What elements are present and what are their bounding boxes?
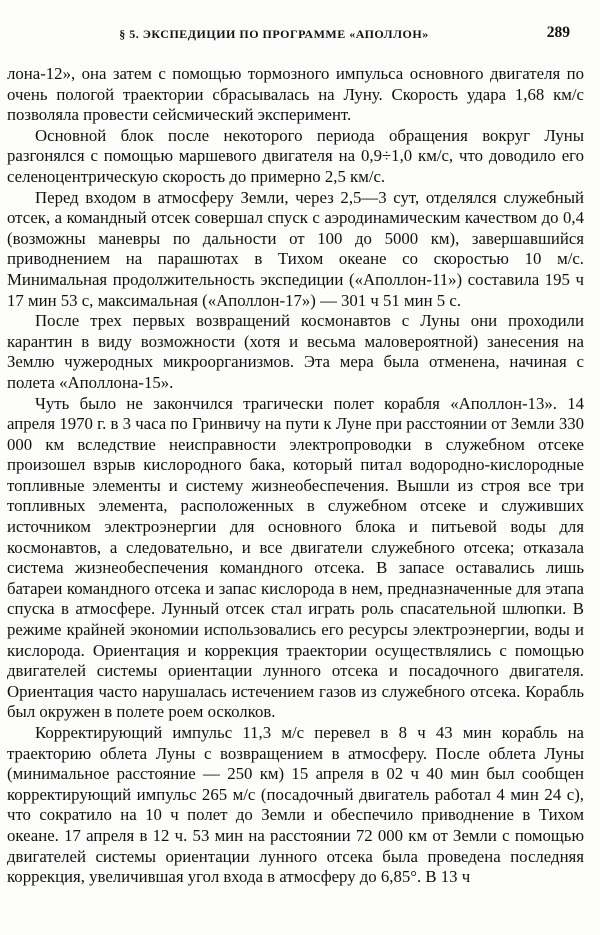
paragraph-correction: Корректирующий импульс 11,3 м/с перевел в 8 ч 43 мин корабль на траекторию облета Луны с возвращением в атмосферу. После облета Луны (минимальное расстояние — 250 км) 15 апреля в 02 ч 40 мин был сообщен корректирующий импульс 265 м/с (посадочный двигатель работал 4 мин 24 с), что сократило на 10 ч полет до Земли и обеспечило приводнение в Тихом океане. 17 апреля в 12 ч. 53 мин на расстоянии 72 000 км от Земли с помощью двигателей системы ориентации лунного отсека была проведена последняя коррекция, увеличившая угол входа в атмосферу до 6,85°. В 13 ч bbox=[7, 723, 584, 887]
page-number: 289 bbox=[546, 24, 570, 41]
paragraph-main-block: Основной блок после некоторого периода обращения вокруг Луны разгонялся с помощью маршевого двигателя на 0,9÷1,0 км/с, что доводило его селеноцентрическую скорость до примерно 2,5 км/с. bbox=[7, 125, 584, 186]
paragraph-apollo-13: Чуть было не закончился трагически полет корабля «Аполлон-13». 14 апреля 1970 г. в 3 часа по Гринвичу на пути к Луне при расстоянии от Земли 330 000 км вследствие неисправности электропроводки в служебном отсеке произошел взрыв кислородного бака, который питал водородно-кислородные топливные элементы и систему жизнеобеспечения. Вышли из строя все три топливных элемента, расположенных в служебном отсеке и служивших источником электроэнергии для основного блока и питьевой воды для космонавтов, а следовательно, и все двигатели служебного отсека; отказала система жизнеобеспечения командного отсека. В запасе оставались лишь батареи командного отсека и запас кислорода в нем, предназначенные для этапа спуска в атмосфере. Лунный отсек стал играть роль спасательной шлюпки. В режиме крайней экономии использовались его ресурсы электроэнергии, воды и кислорода. Ориентация и коррекция траектории осуществлялись с помощью двигателей системы ориентации лунного отсека и посадочного двигателя. Ориентация часто нарушалась истечением газов из служебного отсека. Корабль был окружен в полете роем осколков. bbox=[7, 393, 584, 722]
section-title: § 5. ЭКСПЕДИЦИИ ПО ПРОГРАММЕ «АПОЛЛОН» bbox=[119, 27, 429, 41]
paragraph-continued: лона-12», она затем с помощью тормозного импульса основного двигателя по очень пологой траектории сбрасывалась на Луну. Скорость удара 1,68 км/с позволяла провести сейсмический эксперимент. bbox=[7, 64, 584, 125]
paragraph-quarantine: После трех первых возвращений космонавтов с Луны они проходили карантин в виду возможности (хотя и весьма маловероятной) занесения на Землю чужеродных микроорганизмов. Эта мера была отменена, начиная с полета «Аполлона-15». bbox=[7, 311, 584, 392]
paragraph-reentry: Перед входом в атмосферу Земли, через 2,5—3 сут, отделялся служебный отсек, а командный отсек совершал спуск с аэродинамическим качеством до 0,4 (возможны маневры по дальности от 100 до 5000 км), завершавшийся приводнением на парашютах в Тихом океане со скоростью 10 м/с. Минимальная продолжительность экспедиции («Аполлон-11») составила 195 ч 17 мин 53 с, максимальная («Аполлон-17») — 301 ч 51 мин 5 с. bbox=[7, 187, 584, 310]
body-text bbox=[7, 64, 584, 888]
running-header bbox=[38, 24, 570, 50]
